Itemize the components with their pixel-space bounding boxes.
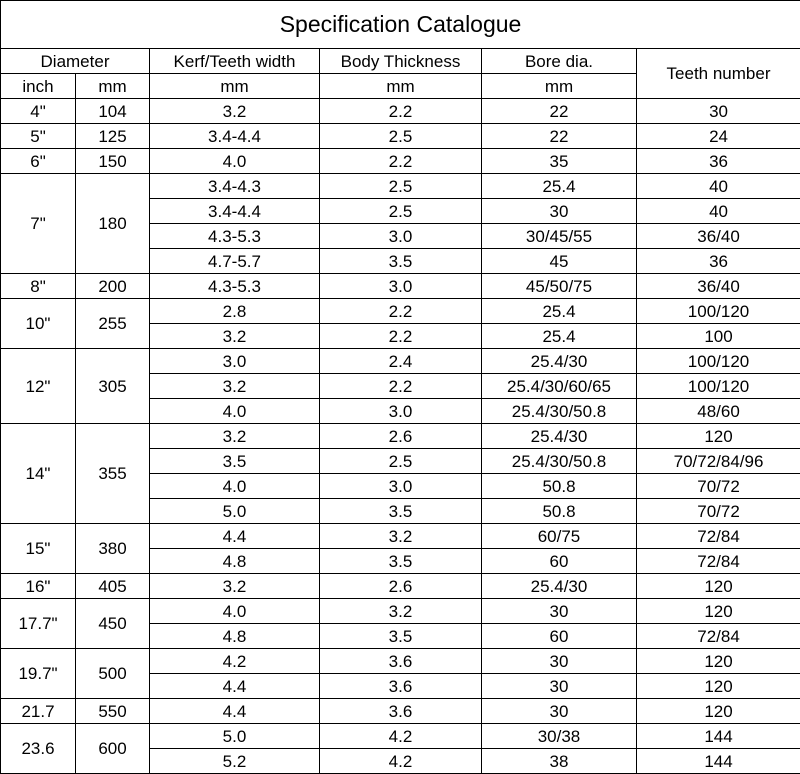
cell-body-thickness: 2.5 (320, 174, 482, 199)
cell-kerf: 4.4 (150, 674, 320, 699)
table-row (1, 174, 800, 199)
cell-diameter-inch: 15" (1, 524, 76, 574)
cell-body-thickness: 3.6 (320, 674, 482, 699)
cell-teeth: 36/40 (637, 274, 800, 299)
cell-body-thickness: 3.0 (320, 274, 482, 299)
cell-bore: 30 (482, 674, 637, 699)
cell-diameter-mm: 405 (76, 574, 150, 599)
cell-kerf: 3.2 (150, 99, 320, 124)
cell-teeth: 24 (637, 124, 800, 149)
cell-teeth: 40 (637, 174, 800, 199)
table-row (1, 99, 800, 124)
cell-diameter-mm: 150 (76, 149, 150, 174)
table-row (1, 524, 800, 549)
cell-body-thickness: 3.5 (320, 549, 482, 574)
unit-inch: inch (1, 74, 76, 99)
cell-kerf: 3.0 (150, 349, 320, 374)
cell-body-thickness: 2.2 (320, 149, 482, 174)
header-diameter: Diameter (1, 49, 150, 74)
cell-teeth: 120 (637, 674, 800, 699)
cell-body-thickness: 2.2 (320, 99, 482, 124)
cell-bore: 25.4/30/60/65 (482, 374, 637, 399)
cell-kerf: 4.0 (150, 599, 320, 624)
cell-diameter-inch: 17.7" (1, 599, 76, 649)
cell-teeth: 70/72 (637, 499, 800, 524)
cell-diameter-mm: 500 (76, 649, 150, 699)
cell-kerf: 5.2 (150, 749, 320, 774)
cell-kerf: 5.0 (150, 724, 320, 749)
cell-teeth: 120 (637, 424, 800, 449)
cell-teeth: 70/72 (637, 474, 800, 499)
cell-teeth: 120 (637, 699, 800, 724)
cell-bore: 25.4/30 (482, 349, 637, 374)
cell-bore: 60 (482, 549, 637, 574)
cell-teeth: 40 (637, 199, 800, 224)
table-row (1, 349, 800, 374)
cell-bore: 60 (482, 624, 637, 649)
table-row (1, 649, 800, 674)
cell-kerf: 4.7-5.7 (150, 249, 320, 274)
cell-body-thickness: 3.5 (320, 249, 482, 274)
cell-bore: 25.4 (482, 174, 637, 199)
cell-kerf: 4.0 (150, 149, 320, 174)
table-row (1, 149, 800, 174)
cell-teeth: 100/120 (637, 374, 800, 399)
cell-bore: 45/50/75 (482, 274, 637, 299)
table-row (1, 124, 800, 149)
cell-teeth: 100 (637, 324, 800, 349)
cell-teeth: 70/72/84/96 (637, 449, 800, 474)
cell-kerf: 4.2 (150, 649, 320, 674)
cell-bore: 35 (482, 149, 637, 174)
header-teeth: Teeth number (637, 49, 800, 99)
cell-teeth: 120 (637, 649, 800, 674)
cell-teeth: 144 (637, 724, 800, 749)
cell-diameter-mm: 355 (76, 424, 150, 524)
cell-teeth: 144 (637, 749, 800, 774)
cell-diameter-inch: 12" (1, 349, 76, 424)
cell-bore: 30/45/55 (482, 224, 637, 249)
cell-bore: 25.4/30/50.8 (482, 449, 637, 474)
cell-diameter-mm: 305 (76, 349, 150, 424)
cell-kerf: 4.0 (150, 474, 320, 499)
table-row (1, 699, 800, 724)
table-row (1, 724, 800, 749)
cell-diameter-mm: 550 (76, 699, 150, 724)
cell-kerf: 4.8 (150, 549, 320, 574)
cell-bore: 25.4/30/50.8 (482, 399, 637, 424)
cell-diameter-inch: 5" (1, 124, 76, 149)
cell-teeth: 36 (637, 149, 800, 174)
cell-kerf: 4.8 (150, 624, 320, 649)
cell-body-thickness: 4.2 (320, 724, 482, 749)
cell-bore: 25.4 (482, 324, 637, 349)
cell-kerf: 2.8 (150, 299, 320, 324)
cell-kerf: 3.2 (150, 374, 320, 399)
cell-bore: 30 (482, 199, 637, 224)
table-row (1, 299, 800, 324)
cell-kerf: 3.4-4.4 (150, 124, 320, 149)
table-row (1, 599, 800, 624)
cell-body-thickness: 2.2 (320, 324, 482, 349)
cell-bore: 30 (482, 699, 637, 724)
cell-diameter-inch: 8" (1, 274, 76, 299)
cell-teeth: 48/60 (637, 399, 800, 424)
cell-diameter-inch: 6" (1, 149, 76, 174)
cell-diameter-mm: 450 (76, 599, 150, 649)
cell-body-thickness: 3.5 (320, 624, 482, 649)
cell-teeth: 72/84 (637, 524, 800, 549)
cell-kerf: 4.4 (150, 524, 320, 549)
cell-kerf: 4.0 (150, 399, 320, 424)
cell-bore: 50.8 (482, 474, 637, 499)
cell-body-thickness: 2.6 (320, 424, 482, 449)
cell-bore: 50.8 (482, 499, 637, 524)
cell-kerf: 3.2 (150, 324, 320, 349)
cell-bore: 30 (482, 599, 637, 624)
table-row (1, 424, 800, 449)
cell-diameter-mm: 255 (76, 299, 150, 349)
cell-bore: 22 (482, 99, 637, 124)
cell-body-thickness: 2.6 (320, 574, 482, 599)
cell-kerf: 3.4-4.3 (150, 174, 320, 199)
cell-body-thickness: 3.6 (320, 649, 482, 674)
cell-diameter-inch: 21.7 (1, 699, 76, 724)
cell-teeth: 100/120 (637, 299, 800, 324)
table-row (1, 274, 800, 299)
cell-bore: 25.4/30 (482, 424, 637, 449)
cell-bore: 38 (482, 749, 637, 774)
cell-teeth: 36 (637, 249, 800, 274)
cell-body-thickness: 4.2 (320, 749, 482, 774)
cell-teeth: 72/84 (637, 549, 800, 574)
cell-diameter-inch: 10" (1, 299, 76, 349)
cell-kerf: 3.2 (150, 424, 320, 449)
cell-diameter-inch: 19.7" (1, 649, 76, 699)
cell-body-thickness: 3.6 (320, 699, 482, 724)
cell-kerf: 3.4-4.4 (150, 199, 320, 224)
cell-kerf: 3.2 (150, 574, 320, 599)
cell-diameter-mm: 104 (76, 99, 150, 124)
cell-body-thickness: 2.5 (320, 449, 482, 474)
cell-teeth: 100/120 (637, 349, 800, 374)
cell-bore: 22 (482, 124, 637, 149)
cell-diameter-mm: 180 (76, 174, 150, 274)
cell-body-thickness: 2.5 (320, 199, 482, 224)
cell-diameter-inch: 16" (1, 574, 76, 599)
table-row (1, 574, 800, 599)
cell-body-thickness: 3.0 (320, 399, 482, 424)
cell-kerf: 4.3-5.3 (150, 274, 320, 299)
cell-diameter-inch: 14" (1, 424, 76, 524)
cell-diameter-inch: 23.6 (1, 724, 76, 774)
cell-bore: 25.4 (482, 299, 637, 324)
spec-table-body (1, 99, 800, 774)
cell-body-thickness: 3.0 (320, 474, 482, 499)
cell-bore: 60/75 (482, 524, 637, 549)
cell-body-thickness: 2.4 (320, 349, 482, 374)
header-kerf: Kerf/Teeth width (150, 49, 320, 74)
cell-teeth: 30 (637, 99, 800, 124)
cell-body-thickness: 2.5 (320, 124, 482, 149)
cell-body-thickness: 2.2 (320, 299, 482, 324)
cell-diameter-mm: 200 (76, 274, 150, 299)
cell-body-thickness: 3.0 (320, 224, 482, 249)
unit-bore: mm (482, 74, 637, 99)
unit-body: mm (320, 74, 482, 99)
cell-kerf: 3.5 (150, 449, 320, 474)
cell-bore: 30 (482, 649, 637, 674)
cell-bore: 25.4/30 (482, 574, 637, 599)
cell-teeth: 120 (637, 574, 800, 599)
cell-body-thickness: 2.2 (320, 374, 482, 399)
cell-kerf: 4.3-5.3 (150, 224, 320, 249)
unit-mm-diameter: mm (76, 74, 150, 99)
cell-teeth: 72/84 (637, 624, 800, 649)
header-bore: Bore dia. (482, 49, 637, 74)
cell-diameter-mm: 600 (76, 724, 150, 774)
cell-diameter-inch: 4" (1, 99, 76, 124)
cell-body-thickness: 3.2 (320, 524, 482, 549)
header-body-thickness: Body Thickness (320, 49, 482, 74)
cell-diameter-mm: 125 (76, 124, 150, 149)
cell-bore: 45 (482, 249, 637, 274)
cell-teeth: 120 (637, 599, 800, 624)
cell-diameter-inch: 7" (1, 174, 76, 274)
cell-diameter-mm: 380 (76, 524, 150, 574)
cell-kerf: 5.0 (150, 499, 320, 524)
table-title: Specification Catalogue (1, 1, 800, 49)
cell-bore: 30/38 (482, 724, 637, 749)
unit-kerf: mm (150, 74, 320, 99)
cell-body-thickness: 3.5 (320, 499, 482, 524)
cell-body-thickness: 3.2 (320, 599, 482, 624)
cell-teeth: 36/40 (637, 224, 800, 249)
cell-kerf: 4.4 (150, 699, 320, 724)
